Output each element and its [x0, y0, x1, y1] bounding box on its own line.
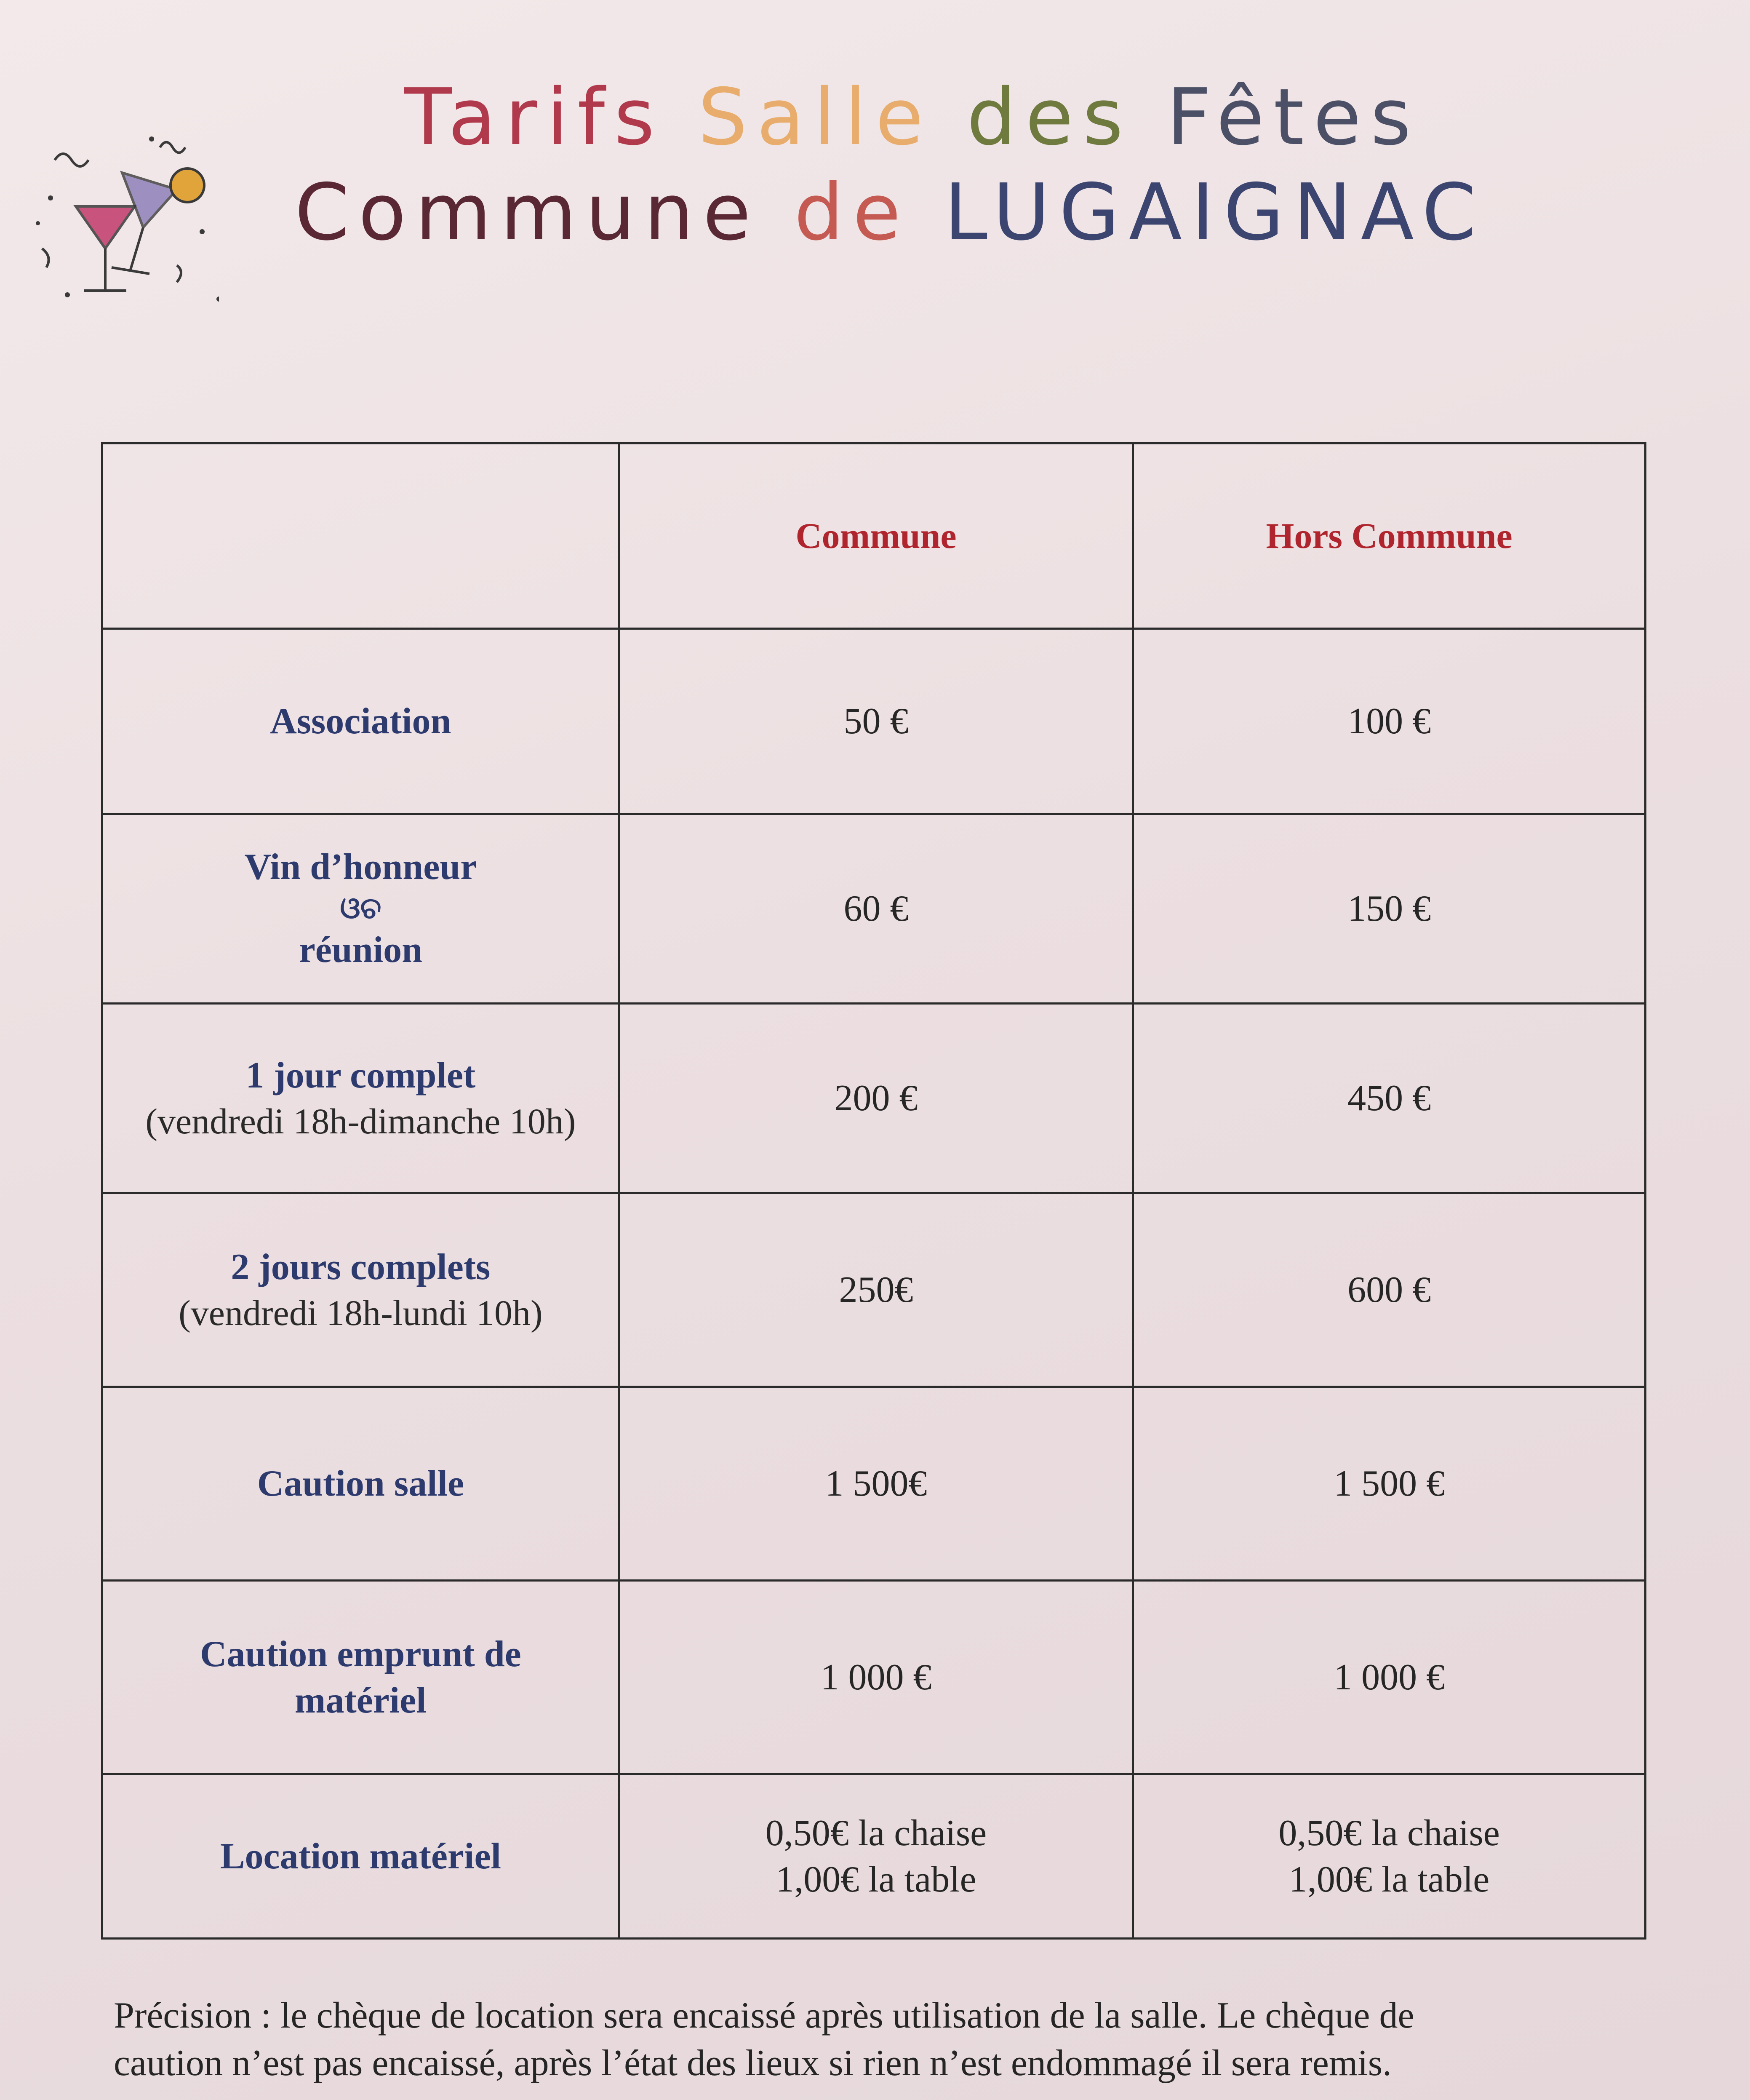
footnote-line: caution n’est pas encaissé, après l’état des lieux si rien n’est endommagé il sera remis. [114, 2042, 1392, 2084]
price-commune: 200 € [619, 1004, 1133, 1193]
row-label-cell [102, 1004, 619, 1193]
row-label-cell [102, 629, 619, 814]
row-label-cell [102, 814, 619, 1004]
price-hors-commune: 150 € [1133, 814, 1646, 1004]
ornament-separator: ଓଚ [340, 892, 381, 925]
row-label-cell [102, 1193, 619, 1387]
title-word: Commune [295, 167, 760, 258]
table-row [102, 1581, 1646, 1774]
price-hors-commune: 450 € [1133, 1004, 1646, 1193]
page-title [295, 72, 1642, 258]
price-hors-commune [1133, 1774, 1646, 1939]
price-commune: 50 € [619, 629, 1133, 814]
column-header-commune: Commune [619, 444, 1133, 629]
table-row [102, 1774, 1646, 1939]
tariffs-table [101, 442, 1646, 1940]
header-empty-cell [102, 444, 619, 629]
table-header-row [102, 444, 1646, 629]
title-word: des [966, 72, 1133, 163]
title-word: Salle [698, 72, 933, 163]
price-line: 1,00€ la table [1288, 1859, 1490, 1900]
title-word: LUGAIGNAC [944, 167, 1486, 258]
price-hors-commune: 600 € [1133, 1193, 1646, 1387]
title-word: Tarifs [404, 72, 664, 163]
row-sublabel: (vendredi 18h-dimanche 10h) [145, 1101, 576, 1141]
price-line: 0,50€ la chaise [765, 1812, 987, 1854]
row-label: Location matériel [220, 1835, 501, 1877]
table-row [102, 814, 1646, 1004]
price-hors-commune: 1 000 € [1133, 1581, 1646, 1774]
price-commune: 250€ [619, 1193, 1133, 1387]
price-hors-commune: 100 € [1133, 629, 1646, 814]
price-line: 1,00€ la table [776, 1859, 976, 1900]
table-row [102, 1387, 1646, 1581]
row-label: Association [270, 700, 451, 742]
table-row [102, 629, 1646, 814]
table-row [102, 1004, 1646, 1193]
title-word: de [794, 167, 910, 258]
row-label: Caution emprunt de [200, 1633, 521, 1675]
row-label: Vin d’honneur [244, 846, 477, 887]
table-row [102, 1193, 1646, 1387]
price-commune: 60 € [619, 814, 1133, 1004]
row-label-2: réunion [299, 930, 423, 971]
price-commune: 1 500€ [619, 1387, 1133, 1581]
row-label-cell [102, 1774, 619, 1939]
price-commune [619, 1774, 1133, 1939]
price-hors-commune: 1 500 € [1133, 1387, 1646, 1581]
title-line-1 [295, 72, 1642, 163]
title-word: Fêtes [1166, 72, 1421, 163]
title-line-2 [295, 167, 1642, 258]
row-label: 2 jours complets [231, 1246, 491, 1288]
price-line: 0,50€ la chaise [1278, 1812, 1500, 1854]
row-label: Caution salle [257, 1463, 464, 1504]
footnote [114, 1992, 1705, 2087]
column-header-hors-commune: Hors Commune [1133, 444, 1646, 629]
row-sublabel: (vendredi 18h-lundi 10h) [179, 1292, 543, 1333]
footnote-line: Précision : le chèque de location sera encaissé après utilisation de la salle. Le chèque de [114, 1995, 1414, 2036]
cocktail-glasses-icon [25, 122, 219, 316]
row-label-2: matériel [295, 1680, 427, 1721]
row-label: 1 jour complet [245, 1055, 476, 1096]
row-label-cell [102, 1581, 619, 1774]
price-commune: 1 000 € [619, 1581, 1133, 1774]
row-label-cell [102, 1387, 619, 1581]
